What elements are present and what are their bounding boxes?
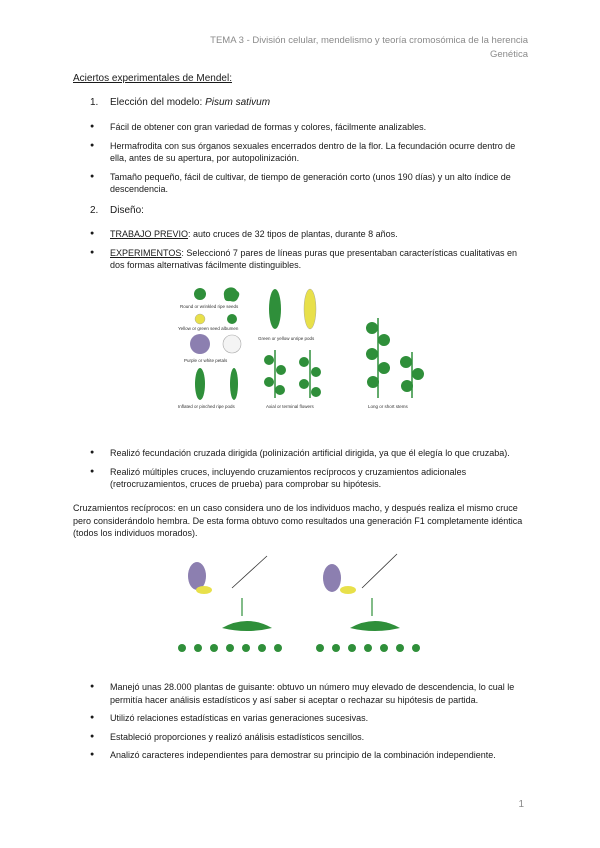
species-name: Pisum sativum — [205, 97, 271, 108]
reciprocal-crosses-paragraph: Cruzamientos recíprocos: en un caso considera uno de los individuos macho, y después realiza el mismo cruce pero considerándolo hembra. De esta forma obtuvo como resultados una generación F1 completamente idéntica (todos los individuos morados). — [73, 503, 523, 538]
caption-pod-color: Green or yellow unripe pods — [258, 336, 315, 341]
pollen-brush-icon — [232, 556, 267, 588]
seven-traits-figure — [170, 282, 440, 412]
numbered-item-1 — [90, 97, 270, 108]
purple-flower-icon — [188, 562, 206, 590]
list-item — [90, 247, 530, 272]
list-item: ● Manejó unas 28.000 plantas de guisante: obtuvo un número muy elevado de descendencia, lo cual le permitía hacer análisis estadísticos y así saber si aceptar o rechazar su hipótesis de partida. — [90, 681, 530, 706]
page-header — [210, 34, 528, 62]
yellow-pod-icon — [304, 289, 316, 329]
prior-work-text: : auto cruces de 32 tipos de plantas, durante 8 años. — [188, 229, 398, 239]
list-item: ● Tamaño pequeño, fácil de cultivar, de tiempo de generación corto (unos 190 días) y un alto índice de descendencia. — [90, 171, 530, 196]
short-stem-plant-icon — [400, 352, 424, 398]
offspring-plants-icon — [316, 644, 420, 652]
inflated-pod-icon — [195, 368, 205, 400]
statistics-bullets — [90, 681, 530, 768]
caption-flower-color: Purple or white petals — [184, 358, 228, 363]
pod-icon — [350, 621, 400, 631]
pea-flower-icon — [340, 586, 356, 594]
pod-icon — [222, 621, 272, 631]
item-number: 1. — [90, 97, 99, 108]
white-flower-icon — [223, 335, 241, 353]
item-label: Elección del modelo: — [110, 97, 206, 108]
green-pod-icon — [269, 289, 281, 329]
list-item: ● Analizó caracteres independientes para demostrar su principio de la combinación independiente. — [90, 749, 530, 762]
prior-work-term: TRABAJO PREVIO — [110, 229, 189, 239]
section-title: Aciertos experimentales de Mendel: — [73, 73, 232, 84]
caption-seed-color: Yellow or green seed albumen — [178, 326, 239, 331]
item-number: 2. — [90, 205, 99, 216]
page-number: 1 — [518, 799, 524, 810]
experiments-term: EXPERIMENTOS — [110, 247, 182, 258]
reciprocal-crosses-figure — [172, 548, 427, 663]
cross-diagram-left — [178, 556, 282, 652]
pea-flower-icon — [196, 586, 212, 594]
list-item: ● Realizó fecundación cruzada dirigida (polinización artificial dirigida, ya que él elegía lo que cruzaba). — [90, 447, 530, 460]
yellow-seed-icon — [195, 314, 205, 324]
list-item: ● Hermafrodita con sus órganos sexuales encerrados dentro de la flor. La fecundación ocurre dentro de ella, antes de su apertura, por autopolinización. — [90, 140, 530, 165]
design-bullets — [90, 228, 530, 278]
cross-diagram-right — [316, 554, 420, 652]
list-item: ● Realizó múltiples cruces, incluyendo cruzamientos recíprocos y cruzamientos adicionales (retrocruzamientos, cruces de prueba) para comprobar su hipótesis. — [90, 466, 530, 491]
pollen-brush-icon — [362, 554, 397, 588]
header-title: TEMA 3 - División celular, mendelismo y teoría cromosómica de la herencia — [210, 35, 528, 46]
list-item — [90, 228, 530, 241]
crossing-bullets — [90, 447, 530, 497]
axial-flower-plant-icon — [264, 350, 286, 398]
caption-seed-shape: Round or wrinkled ripe seeds — [180, 304, 239, 309]
purple-flower-icon — [323, 564, 341, 592]
header-subject: Genética — [489, 49, 528, 60]
numbered-item-2 — [90, 205, 144, 216]
pinched-pod-icon — [230, 368, 238, 400]
list-item: ● Utilizó relaciones estadísticas en varias generaciones sucesivas. — [90, 712, 530, 725]
offspring-plants-icon — [178, 644, 282, 652]
round-seed-icon — [194, 288, 206, 300]
green-seed-icon — [227, 314, 237, 324]
wrinkled-seed-icon — [224, 287, 239, 301]
terminal-flower-plant-icon — [299, 350, 321, 398]
purple-flower-icon — [190, 334, 210, 354]
caption-stem-length: Long or short stems — [368, 404, 408, 409]
item-label: Diseño: — [110, 205, 144, 216]
list-item: ● Estableció proporciones y realizó análisis estadísticos sencillos. — [90, 731, 530, 744]
model-bullets — [90, 121, 530, 202]
caption-flower-position: Axial or terminal flowers — [266, 404, 314, 409]
long-stem-plant-icon — [366, 318, 390, 398]
caption-pod-shape: Inflated or pinched ripe pods — [178, 404, 235, 409]
list-item: ● Fácil de obtener con gran variedad de formas y colores, fácilmente analizables. — [90, 121, 530, 134]
experiments-text: : Seleccionó 7 pares de líneas puras que presentaban características cualitativas en dos formas alternativas fácilmente distinguibles. — [110, 247, 518, 270]
